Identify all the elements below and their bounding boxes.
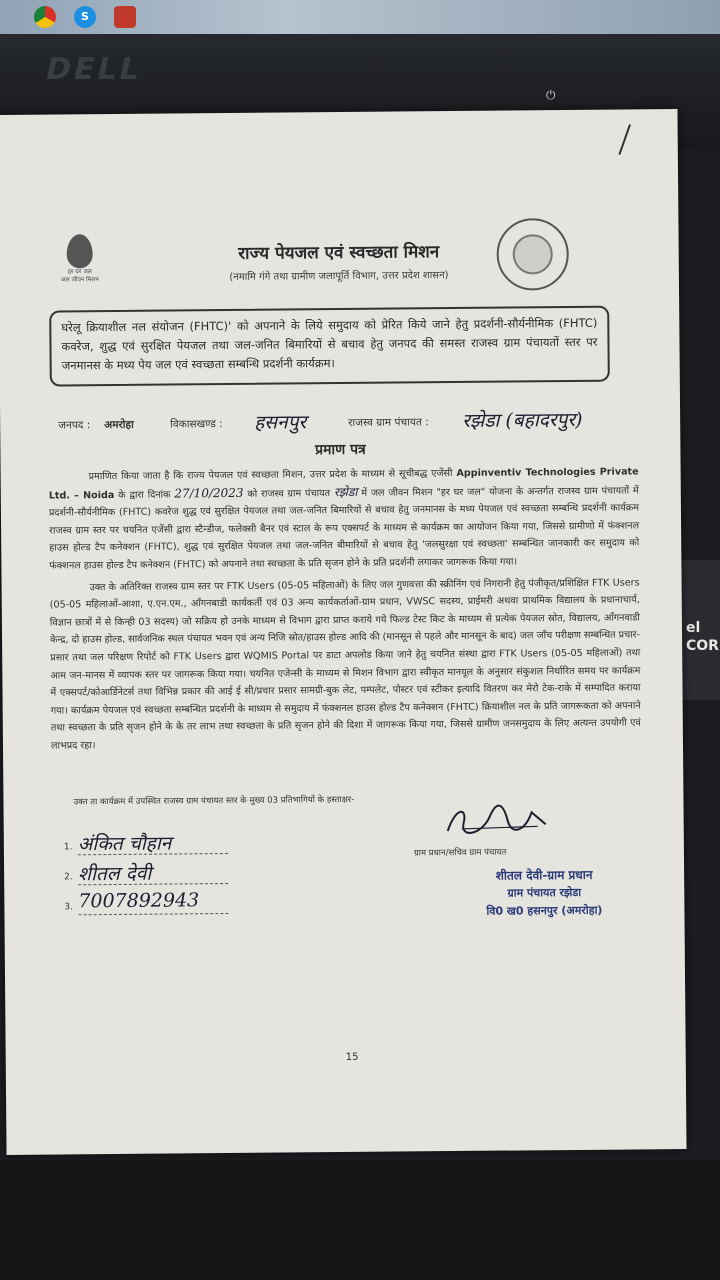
signatory-list: [64, 828, 325, 920]
panchayat-value: रझेडा (बहादरपुर): [462, 408, 583, 432]
chrome-icon: [34, 6, 56, 28]
pradhan-caption: ग्राम प्रधान/सचिव ग्राम पंचायत: [413, 847, 507, 859]
programme-description-box: घरेलू क्रियाशील नल संयोजन (FHTC)' को अपनाने के लिये समुदाय को प्रेरित किये जाने हेतु प्रदर्शनी-सौर्यनीमिक (FHTC) कवरेज, शुद्ध एवं सुरक्षित पेयजल तथा जल-जनित बिमारियों से बचाव हेतु जनपद की समस्त राजस्व ग्राम पंचायतों स्तर पर जनमानस के मध्य पेय जल एवं स्वच्छता सम्बन्धि प्रदर्शनी कार्यक्रम।: [49, 306, 610, 387]
signature-line: [78, 883, 228, 885]
pen-mark: [618, 124, 631, 155]
side-text: COR: [686, 638, 719, 654]
location-fields: [58, 407, 638, 438]
department-subtitle: (नमामि गंगे तथा ग्रामीण जलापूर्ति विभाग, उत्तर प्रदेश शासन): [229, 270, 449, 283]
paragraph-2: उक्त के अतिरिक्त राजस्व ग्राम स्तर पर FTK Users (05-05 महिलाओं) के लिए जल गुणवत्ता की स्क्रीनिंग एवं निगरानी हेतु पंजीकृत/प्रशिक्षित FTK Users (05-05 महिलाओं-आशा, ए.एन.एम., आँगनबाडी कार्यकर्ती एवं 03 अन्य कार्यकर्ताओं-ग्राम प्रधान, VWSC सदस्य, प्राईमरी अथवा प्राथमिक विद्यालय के प्रधानाचार्य, विज्ञान छात्रों में से किन्ही 03 सदस्य) जो सक्रिय हो उनके माध्यम से विभाग द्वारा प्राप्त कराये गये फिल्ड टेस्ट किट के माध्यम से प्रत्येक पेयजल स्रोत, विद्यालय, आँगनवाडी केन्द्र, दो हाउस होल्ड, सार्वजनिक स्थल पंचायत भवन एवं अन्य निजि स्रोत/हाउस होल्ड आदि की (मानसून से पहले और मानसून के बाद) जल जाँच परीक्षण सम्बन्धित प्रचार-प्रसार तथा जल परिक्षण रिपोर्ट को FTK Users द्वारा WQMIS Portal पर डाटा अपलोड किया जाने हेतु चयनित संस्था द्वारा FTK Users (05-05 महिलाओं) तथा आम जन-मानस में व्यापक स्तर पर जागरूक किया गया। चयनित एजेन्सी के माध्यम से मिशन विभाग द्वारा स्वीकृत मानयूल के अनुसार संकुशल निर्धारित समय पर कार्यक्रम में एक्सपर्ट/कोआर्डिनेटर्स तथा विभिन्न प्रकार की आई ई सी/प्रचार प्रसार सामग्री-बुक लेट, पम्पलेट, पोस्टर एवं स्टीकर इत्यादि वितरण कर मेरो टेक-राके में सम्पादित कराया गया। कार्यक्रम पेयजल एवं स्वच्छता सम्बन्धित प्रदर्शनी के माध्यम से समुदाय में फंक्शनल हाउस होल्ड टैप कनेक्शन (FHTC) क्रियाशील नल के प्रति जागरूकता को अपनाने तथा स्वच्छता के प्रति सृजन होने के के तर लाभ तथा स्वच्छता के प्रति सृजन होने की दिशा में जागरूक किया गया, जिससे ग्रामीण जनसमुदाय के लिए अत्यन्त उपयोगी एवं लाभप्रद रहा।: [49, 576, 641, 752]
district-label: जनपद :: [58, 419, 91, 432]
para1-mid: के द्वारा दिनांक: [118, 489, 171, 501]
stamp-name: शीतल देवी-ग्राम प्रधान: [495, 867, 593, 883]
signatory-name: अंकित चौहान: [77, 832, 172, 856]
signatory-row: [64, 888, 324, 920]
signatories-intro: उक्त ता कार्यक्रम में उपस्थित राजस्व ग्राम पंचायत स्तर के मुख्य 03 प्रतिभागियों के हस्ताक्षर-: [73, 794, 355, 808]
signatory-phone: 7007892943: [78, 889, 200, 913]
taskbar: [0, 0, 720, 34]
signatory-number: 3.: [64, 902, 74, 913]
agency-name: Appinventiv Technologies Private Ltd. – Noida: [48, 466, 639, 502]
para1-mid2: को राजस्व ग्राम पंचायत: [247, 487, 331, 500]
event-date: 27/10/2023: [174, 485, 244, 501]
desk-surface: [0, 1160, 720, 1280]
certificate-body: [49, 463, 642, 759]
handwritten-signature: [441, 800, 551, 841]
signatory-name: शीतल देवी: [78, 862, 152, 886]
signature-line: [78, 913, 228, 915]
village-name: रझेडा: [333, 484, 358, 499]
signatory-row: [64, 858, 324, 890]
laptop-brand-logo: DELL: [42, 52, 146, 87]
para1-rest: में जल जीवन मिशन "हर घर जल" योजना के अन्तर्गत राजस्व ग्राम पंचायतों में प्रदर्शनी-सौर्यनीमिक (FHTC) कवरेज शुद्ध एवं सुरक्षित पेयजल तथा जल-जनित बिमारियों से बचाव हेतु जनमानस के मध्य पेयजल एवं स्वच्छता सम्बन्धि प्रदर्शनी कार्यक्रम राजस्व ग्राम स्तर पर चयनित एजेंसी द्वारा स्टैन्डीज, फलेक्सी बैनर एवं स्टाल के रूप एक्सपर्ट के माध्यम से कार्यक्रम का आयोजन किया गया, जिससे ग्रामीणो में फंक्शनल हाउस होल्ड टैप कनेक्शन (FHTC), शुद्ध एवं सुरक्षित पेयजल तथा जल-जनित बीमारियों से बचाव हेतु 'जलसुरक्षा एवं स्वच्छता' सम्बन्धित जानकारी कर समुदाय को फंक्शनल हाउस होल्ड टैप कनेक्शन (FHTC) को अपनाने तथा स्वच्छता के प्रति सृजन होने के प्रति प्रदर्शनी लगाकर जागरूक किया गया।: [48, 484, 640, 572]
block-value: हसनपुर: [254, 411, 307, 434]
app-icon-red: [114, 6, 136, 28]
signatory-number: 2.: [64, 872, 73, 883]
skype-icon: S: [74, 6, 96, 28]
signatory-row: [64, 828, 324, 860]
power-icon: ⏻: [546, 88, 556, 102]
side-text: el: [686, 620, 701, 636]
mission-title: राज्य पेयजल एवं स्वच्छता मिशन: [238, 242, 440, 264]
panchayat-label: राजस्व ग्राम पंचायत :: [348, 416, 429, 429]
stamp-block: वि0 ख0 हसनपुर (अमरोहा): [486, 903, 603, 918]
page-number: 15: [345, 1051, 359, 1063]
official-stamp: [444, 865, 644, 921]
stamp-panchayat: ग्राम पंचायत रझेडा: [507, 885, 582, 900]
signatory-number: 1.: [63, 842, 73, 853]
certificate-document: [0, 109, 687, 1155]
certificate-title: प्रमाण पत्र: [315, 441, 366, 459]
water-drop-logo-icon: हर घर जल जल जीवन मिशन: [45, 234, 116, 305]
district-value: अमरोहा: [104, 418, 134, 432]
para1-start: प्रमाणित किया जाता है कि राज्य पेयजल एवं स्वच्छता मिशन, उत्तर प्रदेश के माध्यम से सूचीबद्ध एजेंसी: [88, 468, 453, 483]
block-label: विकासखण्ड :: [170, 418, 223, 431]
paragraph-1: [49, 463, 640, 575]
pradhan-signature-block: [413, 799, 643, 859]
